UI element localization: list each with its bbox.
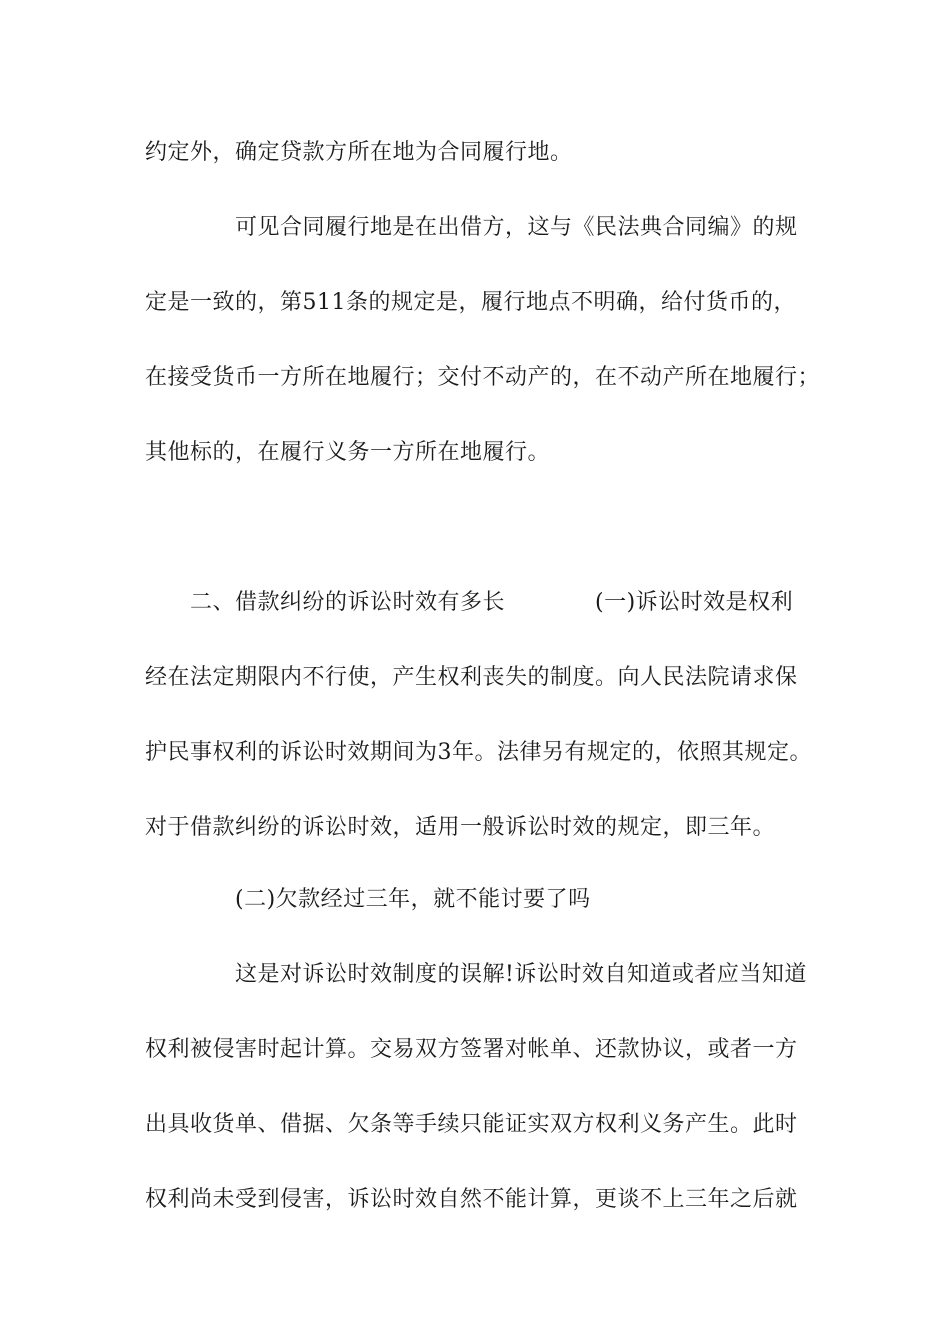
paragraph-line: 其他标的，在履行义务一方所在地履行。 — [145, 440, 551, 465]
paragraph-line: 护民事权利的诉讼时效期间为3年。法律另有规定的，依照其规定。 — [145, 740, 812, 765]
subheading: (二)欠款经过三年，就不能讨要了吗 — [235, 887, 591, 912]
paragraph-line: 经在法定期限内不行使，产生权利丧失的制度。向人民法院请求保 — [145, 665, 798, 690]
paragraph-line: 对于借款纠纷的诉讼时效，适用一般诉讼时效的规定，即三年。 — [145, 815, 776, 840]
paragraph-line: 可见合同履行地是在出借方，这与《民法典合同编》的规 — [235, 215, 798, 240]
paragraph-line: 权利被侵害时起计算。交易双方签署对帐单、还款协议，或者一方 — [145, 1037, 798, 1062]
paragraph-line: 出具收货单、借据、欠条等手续只能证实双方权利义务产生。此时 — [145, 1112, 798, 1137]
paragraph-line: 在接受货币一方所在地履行；交付不动产的，在不动产所在地履行； — [145, 365, 821, 390]
subheading-inline: (一)诉讼时效是权利 — [595, 590, 794, 615]
paragraph-line: 权利尚未受到侵害，诉讼时效自然不能计算，更谈不上三年之后就 — [145, 1187, 798, 1212]
paragraph-line: 这是对诉讼时效制度的误解!诉讼时效自知道或者应当知道 — [235, 962, 807, 987]
paragraph-line: 定是一致的，第511条的规定是，履行地点不明确，给付货币的， — [145, 290, 796, 315]
paragraph-line: 约定外，确定贷款方所在地为合同履行地。 — [145, 140, 573, 165]
section-heading-line — [190, 588, 793, 618]
section-heading: 二、借款纠纷的诉讼时效有多长 — [190, 590, 506, 615]
